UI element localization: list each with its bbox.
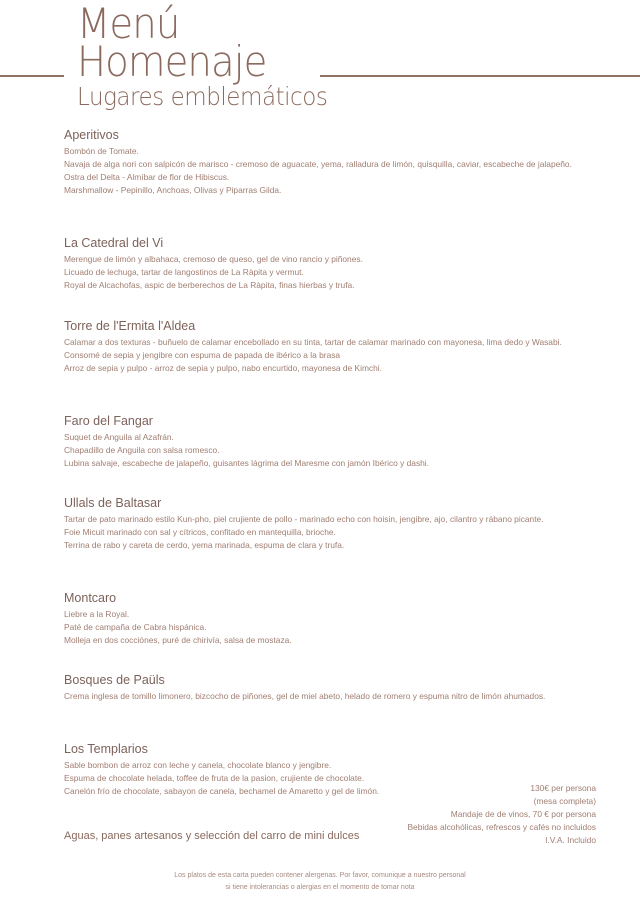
menu-subtitle: Lugares emblemáticos	[77, 82, 328, 111]
allergen-notice-line1: Los platos de esta carta pueden contener alergenas. Por favor, comunique a nuestro personal	[174, 872, 466, 879]
menu-item: Canelón frío de chocolate, sabayon de canela, bechamel de Amaretto y gel de limón.	[64, 786, 380, 796]
section-aperitivos	[64, 127, 579, 197]
section-title: Faro del Fangar	[64, 414, 153, 428]
allergen-notice	[120, 870, 520, 894]
menu-item: Licuado de lechuga, tartar de langostinos de La Ràpita y vermut.	[64, 267, 304, 277]
menu-item: Crema inglesa de tomillo limonero, bizcocho de piñones, gel de miel abeto, helado de romero y espuma nitro de limón ahumados.	[64, 691, 546, 701]
section-title: Montcaro	[64, 591, 117, 605]
price-condition: (mesa completa)	[533, 796, 596, 806]
menu-item: Lubina salvaje, escabeche de jalapeño, guisantes lágrima del Maresme con jamón Ibérico y dashi.	[64, 458, 429, 468]
menu-item: Foie Micuit marinado con sal y cítricos, confitado en mantequilla, brioche.	[64, 527, 336, 537]
menu-item: Royal de Alcachofas, aspic de berberechos de La Ràpita, finas hierbas y trufa.	[64, 280, 355, 290]
decorative-rule-left	[0, 75, 64, 77]
menu-item: Terrina de rabo y careta de cerdo, yema marinada, espuma de clara y trufa.	[64, 540, 345, 550]
menu-item: Suquet de Anguila al Azafrán.	[64, 432, 174, 442]
menu-title-line1: Menú	[77, 0, 180, 48]
section-montcaro	[64, 590, 579, 647]
section-title: Torre de l'Ermita l'Aldea	[64, 319, 196, 333]
section-ullals-de-baltasar	[64, 495, 579, 552]
decorative-rule-right	[320, 75, 640, 77]
section-la-catedral-del-vi	[64, 235, 579, 292]
section-torre-de-lermita	[64, 318, 579, 375]
section-title: Ullals de Baltasar	[64, 496, 162, 510]
menu-item: Arroz de sepia y pulpo - arroz de sepia y pulpo, nabo encurtido, mayonesa de Kimchi.	[64, 363, 382, 373]
menu-header	[0, 0, 640, 120]
menu-item: Ostra del Delta - Almíbar de flor de Hibiscus.	[64, 172, 230, 182]
price-per-person: 130€ per persona	[530, 783, 596, 793]
menu-item: Bombón de Tomate.	[64, 146, 139, 156]
drinks-note: Bebidas alcohólicas, refrescos y cafés no incluidos	[407, 822, 596, 832]
menu-title-line2: Homenaje	[77, 37, 267, 86]
vat-note: I.V.A. Incluido	[545, 835, 596, 845]
section-title: Aperitivos	[64, 128, 119, 142]
section-bosques-de-pauls	[64, 672, 579, 703]
menu-item: Merengue de limón y albahaca, cremoso de queso, gel de vino rancio y piñones.	[64, 254, 363, 264]
wine-pairing-price: Mandaje de de vinos, 70 € por persona	[450, 809, 596, 819]
pricing-block	[396, 782, 596, 847]
menu-item: Molleja en dos cocciónes, puré de chirivía, salsa de mostaza.	[64, 635, 292, 645]
menu-item: Calamar a dos texturas - buñuelo de calamar encebollado en su tinta, tartar de calamar marinado con mayonesa, lima dedo y Wasabi.	[64, 337, 562, 347]
section-faro-del-fangar	[64, 413, 579, 470]
menu-item: Espuma de chocolate helada, toffee de fruta de la pasion, crujiente de chocolate.	[64, 773, 365, 783]
menu-item: Chapadillo de Anguila con salsa romesco.	[64, 445, 220, 455]
menu-item: Sable bombon de arroz con leche y canela, chocolate blanco y jengibre.	[64, 760, 332, 770]
allergen-notice-line2: si tiene intolerancias o alergias en el momento de tomar nota	[225, 884, 415, 891]
menu-item: Paté de campaña de Cabra hispánica.	[64, 622, 207, 632]
menu-item: Navaja de alga nori con salpicón de marisco - cremoso de aguacate, yema, ralladura de limón, quisquilla, caviar, escabeche de jalapeño.	[64, 159, 572, 169]
menu-item: Consomé de sepia y jengibre con espuma de papada de ibérico a la brasa	[64, 350, 341, 360]
section-title: Bosques de Paüls	[64, 673, 165, 687]
section-title: Los Templarios	[64, 742, 148, 756]
section-title: La Catedral del Vi	[64, 236, 164, 250]
extras-note: Aguas, panes artesanos y selección del carro de mini dulces	[64, 830, 360, 842]
menu-item: Liebre a la Royal.	[64, 609, 130, 619]
menu-item: Tartar de pato marinado estilo Kun-pho, piel crujiente de pollo - marinado echo con hoisin, jengibre, ajo, cilantro y rábano picante.	[64, 514, 544, 524]
menu-item: Marshmallow - Pepinillo, Anchoas, Olivas y Piparras Gilda.	[64, 185, 282, 195]
